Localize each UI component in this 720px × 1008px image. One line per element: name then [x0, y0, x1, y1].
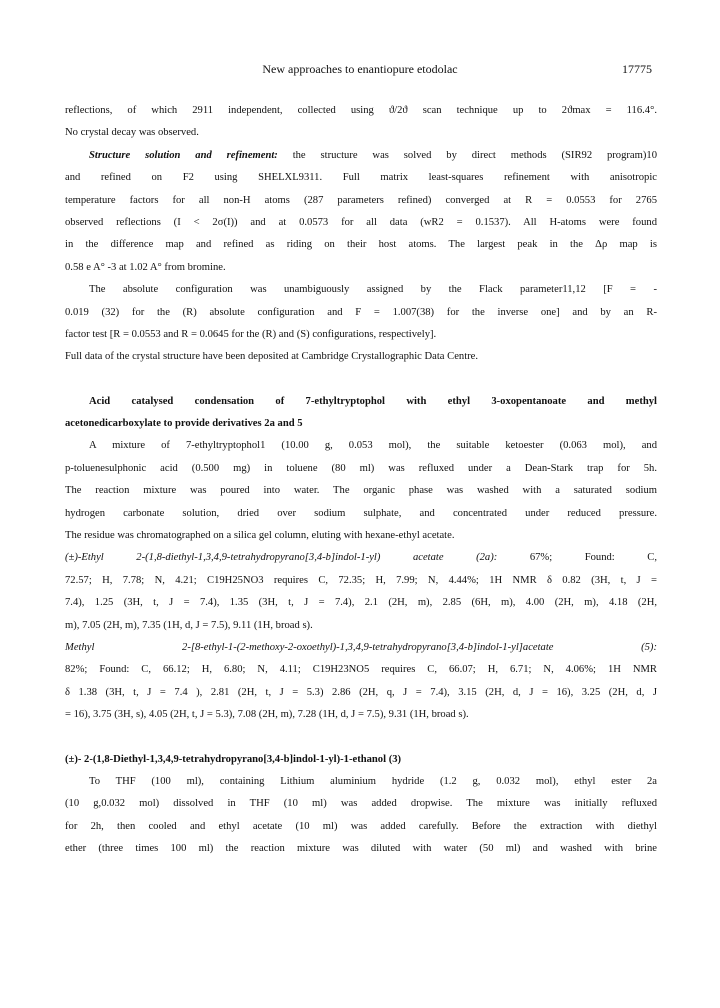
- section-heading: (±)- 2-(1,8-Diethyl-1,3,4,9-tetrahydropyrano[3,4-b]indol-1-yl)-1-ethanol (3): [65, 753, 402, 765]
- running-title: New approaches to enantiopure etodolac: [262, 62, 458, 76]
- text-line: δ 1.38 (3H, t, J = 7.4 ), 2.81 (2H, t, J = 5.3) 2.86 (2H, q, J = 7.4), 3.15 (2H, d, J = 16), 3.25 (2H, d, J: [65, 686, 657, 698]
- text-line: observed reflections (I < 2σ(I)) and at 0.0573 for all data (wR2 = 0.1537). All H-atoms were found: [65, 216, 657, 228]
- text-run: the structure was solved by direct methods (SIR92 program)10: [277, 149, 657, 161]
- spacer: [65, 727, 657, 749]
- text-line: To THF (100 ml), containing Lithium aluminium hydride (1.2 g, 0.032 mol), ethyl ester 2a: [89, 775, 657, 787]
- text-line: in the difference map and refined as riding on their host atoms. The largest peak in the Δρ map is: [65, 239, 657, 251]
- text-line: 82%; Found: C, 66.12; H, 6.80; N, 4.11; C19H23NO5 requires C, 66.07; H, 6.71; N, 4.06%; 1H NMR: [65, 664, 657, 676]
- text-line: The absolute configuration was unambiguously assigned by the Flack parameter11,12 [F = -: [89, 284, 657, 296]
- text-line: for 2h, then cooled and ethyl acetate (10 ml) was added carefully. Before the extraction with diethyl: [65, 820, 657, 832]
- text-line: m), 7.05 (2H, m), 7.35 (1H, d, J = 7.5), 9.11 (1H, broad s).: [65, 619, 313, 631]
- text-line: 7.4), 1.25 (3H, t, J = 7.4), 1.35 (3H, t, J = 7.4), 2.1 (2H, m), 2.85 (6H, m), 4.00 (2H, m), 4.18 (2H,: [65, 597, 657, 609]
- text-line: hydrogen carbonate solution, dried over sodium sulphate, and concentrated under reduced pressure.: [65, 507, 657, 519]
- page-header: [0, 62, 720, 82]
- compound-name: Methyl 2-[8-ethyl-1-(2-methoxy-2-oxoethyl)-1,3,4,9-tetrahydropyrano[3,4-b]indol-1-yl]acetate (5):: [65, 641, 657, 653]
- text-line: 72.57; H, 7.78; N, 4.21; C19H25NO3 requires C, 72.35; H, 7.99; N, 4.44%; 1H NMR δ 0.82 (3H, t, J =: [65, 574, 657, 586]
- text-line: Full data of the crystal structure have been deposited at Cambridge Crystallographic Data Centre.: [65, 351, 479, 363]
- paragraph-label: Structure solution and refinement:: [89, 149, 278, 161]
- text-line: The residue was chromatographed on a silica gel column, eluting with hexane-ethyl acetate.: [65, 530, 455, 542]
- text-line: temperature factors for all non-H atoms (287 parameters refined) converged at R = 0.0553 for 2765: [65, 194, 657, 206]
- text-line: ether (three times 100 ml) the reaction mixture was diluted with water (50 ml) and washed with brine: [65, 843, 657, 855]
- text-line: = 16), 3.75 (3H, s), 4.05 (2H, t, J = 5.3), 7.08 (2H, m), 7.28 (1H, d, J = 7.5), 9.31 (1H, broad s).: [65, 709, 469, 721]
- text-line: 0.019 (32) for the (R) absolute configuration and F = 1.007(38) for the inverse one] and by an R-: [65, 306, 657, 318]
- body-text: [65, 100, 657, 861]
- text-line: (10 g,0.032 mol) dissolved in THF (10 ml) was added dropwise. The mixture was initially refluxed: [65, 798, 657, 810]
- text-line: No crystal decay was observed.: [65, 127, 199, 139]
- section-heading: Acid catalysed condensation of 7-ethyltryptophol with ethyl 3-oxopentanoate and methyl: [89, 395, 657, 407]
- page-number: 17775: [622, 62, 652, 76]
- text-line: factor test [R = 0.0553 and R = 0.0645 for the (R) and (S) configurations, respectively].: [65, 328, 437, 340]
- text-line: reflections, of which 2911 independent, collected using ϑ/2ϑ scan technique up to 2ϑmax = 116.4°.: [65, 105, 657, 116]
- spacer: [65, 369, 657, 391]
- text-line: The reaction mixture was poured into water. The organic phase was washed with a saturated sodium: [65, 485, 657, 497]
- text-line: A mixture of 7-ethyltryptophol1 (10.00 g, 0.053 mol), the suitable ketoester (0.063 mol), and: [89, 440, 657, 452]
- text-line: [65, 145, 657, 167]
- section-heading: acetonedicarboxylate to provide derivatives 2a and 5: [65, 418, 303, 430]
- compound-name: (±)-Ethyl 2-(1,8-diethyl-1,3,4,9-tetrahydropyrano[3,4-b]indol-1-yl) acetate (2a):: [65, 552, 498, 564]
- text-run: 67%; Found: C,: [497, 552, 658, 564]
- text-line: [65, 547, 657, 569]
- text-line: and refined on F2 using SHELXL9311. Full matrix least-squares refinement with anisotropic: [65, 172, 657, 184]
- text-line: 0.58 e A° -3 at 1.02 A° from bromine.: [65, 261, 226, 273]
- text-line: p-toluenesulphonic acid (0.500 mg) in toluene (80 ml) was refluxed under a Dean-Stark trap for 5h.: [65, 462, 657, 474]
